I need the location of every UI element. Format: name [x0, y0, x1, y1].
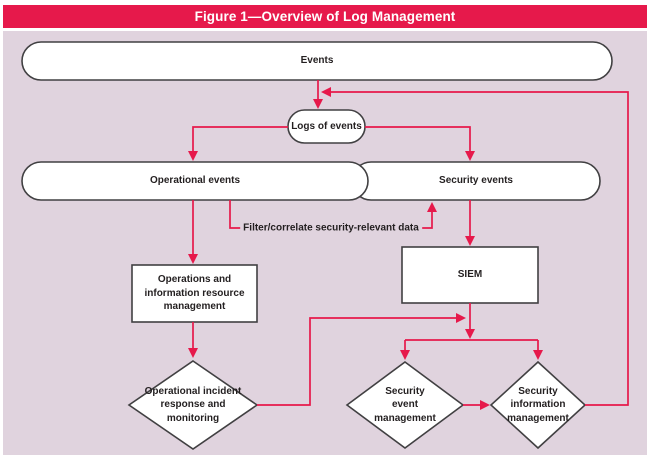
edge-siem-to-diamonds-split [400, 303, 543, 360]
edge-operations-management-to-incident [188, 322, 198, 358]
operational-incident-label: Operational incident response and monitoring [144, 385, 242, 424]
operational-events-label: Operational events [149, 175, 241, 187]
security-events-node [352, 162, 600, 200]
operations-management-label: Operations and information resource management [144, 274, 245, 313]
edge-filter-correlate [230, 200, 437, 228]
logs-of-events-node [288, 110, 365, 143]
security-event-management-label: Security event management [374, 385, 436, 424]
edge-logs-to-operational-events [188, 127, 288, 161]
security-information-management-diamond [491, 362, 585, 448]
events-label: Events [300, 55, 334, 67]
edge-operational-events-to-operations-management [188, 200, 198, 264]
filter-correlate-label: Filter/correlate security-relevant data [240, 222, 422, 235]
operational-events-node [22, 162, 368, 200]
edge-events-to-logs [313, 80, 323, 109]
events-node [22, 42, 612, 80]
operations-management-node [132, 265, 257, 322]
siem-label: SIEM [457, 269, 483, 281]
security-events-label: Security events [439, 175, 513, 187]
edge-feedback-loop [321, 87, 628, 405]
security-information-management-label: Security information management [507, 385, 569, 424]
siem-node [402, 247, 538, 303]
figure-title: Figure 1—Overview of Log Management [194, 9, 456, 24]
operational-incident-diamond [129, 361, 257, 449]
security-event-management-diamond [347, 362, 463, 448]
edge-event-mgmt-to-information-mgmt [463, 400, 490, 410]
logs-of-events-label: Logs of events [291, 120, 362, 132]
edge-security-events-to-siem [465, 200, 475, 246]
edge-logs-to-security-events [365, 127, 475, 161]
